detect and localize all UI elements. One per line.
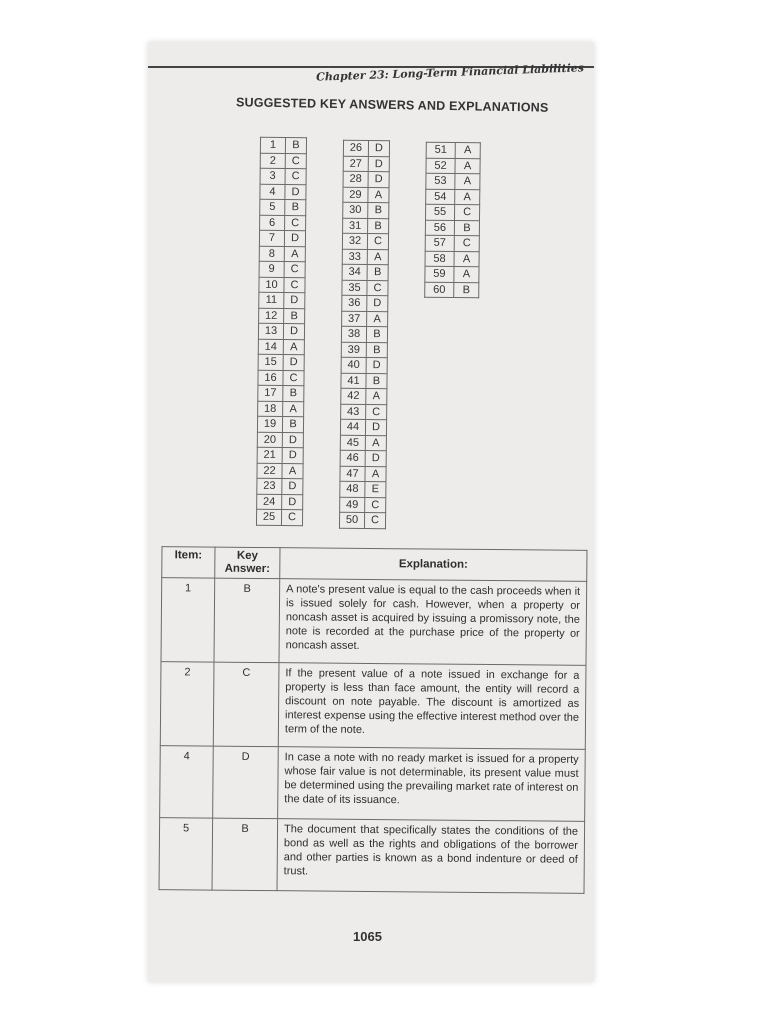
question-number: 32 xyxy=(342,233,367,249)
answer-letter: D xyxy=(283,324,304,340)
explanation-row xyxy=(160,746,586,822)
answer-row xyxy=(426,158,480,174)
answer-row xyxy=(340,435,386,451)
answer-letter: C xyxy=(281,510,302,526)
answer-row xyxy=(258,401,304,417)
answer-letter: D xyxy=(368,141,389,157)
answer-letter: A xyxy=(284,246,305,262)
question-number: 5 xyxy=(260,199,285,215)
answer-letter: D xyxy=(368,156,389,172)
answer-row xyxy=(343,171,389,187)
answer-letter: C xyxy=(367,234,388,250)
answer-letter: B xyxy=(285,200,306,216)
answer-row xyxy=(260,184,306,200)
question-number: 21 xyxy=(257,447,282,463)
answer-row xyxy=(342,264,388,280)
answer-row xyxy=(342,249,388,265)
answer-letter: D xyxy=(365,420,386,436)
answer-letter: B xyxy=(366,373,387,389)
answer-letter: A xyxy=(283,401,304,417)
explanation-header: Explanation: xyxy=(280,548,587,582)
question-number: 6 xyxy=(260,215,285,231)
answer-row xyxy=(341,357,387,373)
answer-letter: D xyxy=(285,184,306,200)
answer-letter: B xyxy=(283,386,304,402)
answer-letter: D xyxy=(282,432,303,448)
answer-row xyxy=(340,419,386,435)
key-answer: C xyxy=(213,662,279,747)
answer-letter: A xyxy=(454,267,479,283)
answer-row xyxy=(342,233,388,249)
answer-row xyxy=(257,478,303,494)
answer-row xyxy=(426,204,480,220)
question-number: 42 xyxy=(341,388,366,404)
answer-letter: A xyxy=(368,187,389,203)
explanation-text: The document that specifically states the conditions of the bond as well as the rights and obligations of the borrower and other parties is known as a bond indenture or deed of trust. xyxy=(277,819,585,894)
answer-row xyxy=(260,168,306,184)
page-heading: SUGGESTED KEY ANSWERS AND EXPLANATIONS xyxy=(235,95,549,115)
question-number: 25 xyxy=(256,509,281,525)
answer-row xyxy=(341,388,387,404)
answer-row xyxy=(340,497,386,513)
question-number: 57 xyxy=(425,235,454,251)
answer-row xyxy=(258,339,304,355)
answer-letter: C xyxy=(364,513,385,529)
explanation-text: In case a note with no ready market is issued for a property whose fair value is not determinable, its present value must be determined using the prevailing market rate of interest on the date of its issuance. xyxy=(278,747,586,822)
answer-letter: B xyxy=(367,265,388,281)
answer-row xyxy=(257,494,303,510)
question-number: 43 xyxy=(341,404,366,420)
question-number: 23 xyxy=(257,478,282,494)
key-answer-header: Key Answer: xyxy=(215,547,280,579)
explanation-table xyxy=(159,546,588,894)
answer-letter: A xyxy=(283,339,304,355)
answer-row xyxy=(260,153,306,169)
question-number: 52 xyxy=(426,158,455,174)
answer-key-body-2 xyxy=(339,140,389,528)
question-number: 47 xyxy=(340,466,365,482)
answer-letter: C xyxy=(283,370,304,386)
answer-row xyxy=(257,463,303,479)
answer-letter: B xyxy=(366,327,387,343)
answer-key-table-3 xyxy=(424,142,481,299)
question-number: 44 xyxy=(340,419,365,435)
question-number: 13 xyxy=(258,323,283,339)
answer-letter: B xyxy=(284,308,305,324)
answer-letter: D xyxy=(366,358,387,374)
answer-letter: D xyxy=(284,293,305,309)
key-answer: B xyxy=(212,818,278,891)
question-number: 46 xyxy=(340,450,365,466)
answer-row xyxy=(343,202,389,218)
question-number: 48 xyxy=(340,481,365,497)
item-header: Item: xyxy=(162,547,215,578)
item-number: 1 xyxy=(161,578,215,662)
question-number: 4 xyxy=(260,184,285,200)
question-number: 9 xyxy=(259,261,284,277)
answer-row xyxy=(426,173,480,189)
answer-key-table-1 xyxy=(256,137,307,526)
question-number: 31 xyxy=(343,218,368,234)
answer-row xyxy=(259,308,305,324)
question-number: 14 xyxy=(258,339,283,355)
question-number: 30 xyxy=(343,202,368,218)
answer-letter: A xyxy=(366,389,387,405)
question-number: 49 xyxy=(340,497,365,513)
explanation-row xyxy=(161,578,587,666)
answer-letter: A xyxy=(454,251,479,267)
answer-row xyxy=(426,189,480,205)
answer-letter: C xyxy=(366,404,387,420)
answer-row xyxy=(342,311,388,327)
answer-row xyxy=(260,137,306,153)
answer-row xyxy=(343,156,389,172)
question-number: 7 xyxy=(259,230,284,246)
answer-letter: A xyxy=(455,143,480,159)
answer-letter: C xyxy=(454,236,479,252)
answer-row xyxy=(341,342,387,358)
answer-key-body-1 xyxy=(256,137,306,525)
answer-letter: C xyxy=(454,205,479,221)
item-number: 2 xyxy=(160,662,214,746)
answer-row xyxy=(343,218,389,234)
answer-row xyxy=(342,280,388,296)
answer-row xyxy=(425,266,479,282)
answer-row xyxy=(343,140,389,156)
answer-row xyxy=(257,432,303,448)
answer-row xyxy=(425,235,479,251)
answer-letter: B xyxy=(285,138,306,154)
question-number: 24 xyxy=(257,494,282,510)
answer-letter: A xyxy=(365,466,386,482)
question-number: 2 xyxy=(260,153,285,169)
question-number: 36 xyxy=(342,295,367,311)
question-number: 28 xyxy=(343,171,368,187)
question-number: 15 xyxy=(258,354,283,370)
question-number: 34 xyxy=(342,264,367,280)
answer-letter: A xyxy=(367,249,388,265)
question-number: 33 xyxy=(342,249,367,265)
answer-row xyxy=(339,512,385,528)
question-number: 3 xyxy=(260,168,285,184)
answer-letter: A xyxy=(365,435,386,451)
question-number: 19 xyxy=(257,416,282,432)
question-number: 51 xyxy=(426,142,455,158)
question-number: 1 xyxy=(260,137,285,153)
answer-row xyxy=(343,187,389,203)
answer-row xyxy=(259,230,305,246)
explanation-text: If the present value of a note issued in exchange for a property is less than face amount, the entity will record a discount on note payable. The discount is amortized as interest expense using the effective interest method over the term of the note. xyxy=(278,663,586,750)
question-number: 29 xyxy=(343,187,368,203)
answer-row xyxy=(425,282,479,298)
book-page xyxy=(148,42,594,982)
answer-row xyxy=(260,215,306,231)
question-number: 54 xyxy=(426,189,455,205)
question-number: 26 xyxy=(343,140,368,156)
question-number: 16 xyxy=(258,370,283,386)
answer-row xyxy=(341,373,387,389)
item-number: 4 xyxy=(160,746,214,818)
question-number: 22 xyxy=(257,463,282,479)
answer-letter: A xyxy=(282,463,303,479)
answer-letter: C xyxy=(285,215,306,231)
question-number: 8 xyxy=(259,246,284,262)
answer-letter: C xyxy=(284,262,305,278)
question-number: 60 xyxy=(425,282,454,298)
answer-row xyxy=(340,450,386,466)
answer-letter: B xyxy=(282,417,303,433)
answer-letter: D xyxy=(282,448,303,464)
answer-letter: B xyxy=(454,282,479,298)
explanation-row xyxy=(159,818,585,894)
chapter-title: Chapter 23: Long-Term Financial Liabilities xyxy=(315,61,585,84)
key-answer: B xyxy=(214,578,280,663)
answer-row xyxy=(425,251,479,267)
answer-letter: A xyxy=(455,189,480,205)
answer-letter: D xyxy=(284,231,305,247)
answer-row xyxy=(258,370,304,386)
explanation-header-row xyxy=(162,547,587,582)
question-number: 39 xyxy=(341,342,366,358)
question-number: 40 xyxy=(341,357,366,373)
item-number: 5 xyxy=(159,818,213,890)
answer-row xyxy=(341,404,387,420)
answer-letter: A xyxy=(455,158,480,174)
answer-letter: C xyxy=(285,153,306,169)
question-number: 41 xyxy=(341,373,366,389)
answer-letter: D xyxy=(282,494,303,510)
answer-row xyxy=(259,246,305,262)
answer-row xyxy=(258,385,304,401)
explanation-text: A note's present value is equal to the cash proceeds when it is issued solely for cash. However, when a property or noncash asset is acquired by issuing a promissory note, the note is recorded at the purchase price of the property or noncash asset. xyxy=(279,579,587,666)
answer-letter: B xyxy=(368,203,389,219)
question-number: 50 xyxy=(339,512,364,528)
answer-row xyxy=(257,416,303,432)
answer-key-table-2 xyxy=(339,140,390,529)
question-number: 37 xyxy=(342,311,367,327)
answer-row xyxy=(257,447,303,463)
answer-letter: C xyxy=(365,497,386,513)
question-number: 20 xyxy=(257,432,282,448)
question-number: 11 xyxy=(259,292,284,308)
answer-row xyxy=(259,277,305,293)
answer-letter: C xyxy=(285,169,306,185)
answer-letter: A xyxy=(367,311,388,327)
answer-letter: E xyxy=(365,482,386,498)
answer-row xyxy=(340,481,386,497)
question-number: 38 xyxy=(341,326,366,342)
answer-letter: B xyxy=(366,342,387,358)
explanation-row xyxy=(160,662,586,750)
answer-letter: D xyxy=(282,479,303,495)
question-number: 17 xyxy=(258,385,283,401)
answer-row xyxy=(258,354,304,370)
answer-letter: B xyxy=(454,220,479,236)
answer-row xyxy=(341,326,387,342)
answer-row xyxy=(258,323,304,339)
answer-letter: C xyxy=(367,280,388,296)
answer-letter: D xyxy=(283,355,304,371)
question-number: 53 xyxy=(426,173,455,189)
answer-row xyxy=(425,220,479,236)
explanation-body xyxy=(159,578,587,894)
question-number: 59 xyxy=(425,266,454,282)
answer-letter: C xyxy=(284,277,305,293)
question-number: 12 xyxy=(259,308,284,324)
question-number: 27 xyxy=(343,156,368,172)
answer-row xyxy=(259,292,305,308)
question-number: 45 xyxy=(340,435,365,451)
answer-row xyxy=(342,295,388,311)
question-number: 58 xyxy=(425,251,454,267)
answer-row xyxy=(259,261,305,277)
answer-letter: B xyxy=(368,218,389,234)
key-answer: D xyxy=(213,746,279,819)
question-number: 10 xyxy=(259,277,284,293)
answer-row xyxy=(256,509,302,525)
question-number: 35 xyxy=(342,280,367,296)
answer-letter: D xyxy=(365,451,386,467)
question-number: 55 xyxy=(426,204,455,220)
answer-key-body-3 xyxy=(425,142,481,298)
question-number: 18 xyxy=(258,401,283,417)
answer-row xyxy=(260,199,306,215)
answer-letter: D xyxy=(368,172,389,188)
answer-letter: D xyxy=(367,296,388,312)
answer-row xyxy=(426,142,480,158)
page-number: 1065 xyxy=(353,929,382,944)
answer-letter: A xyxy=(455,174,480,190)
answer-row xyxy=(340,466,386,482)
question-number: 56 xyxy=(425,220,454,236)
